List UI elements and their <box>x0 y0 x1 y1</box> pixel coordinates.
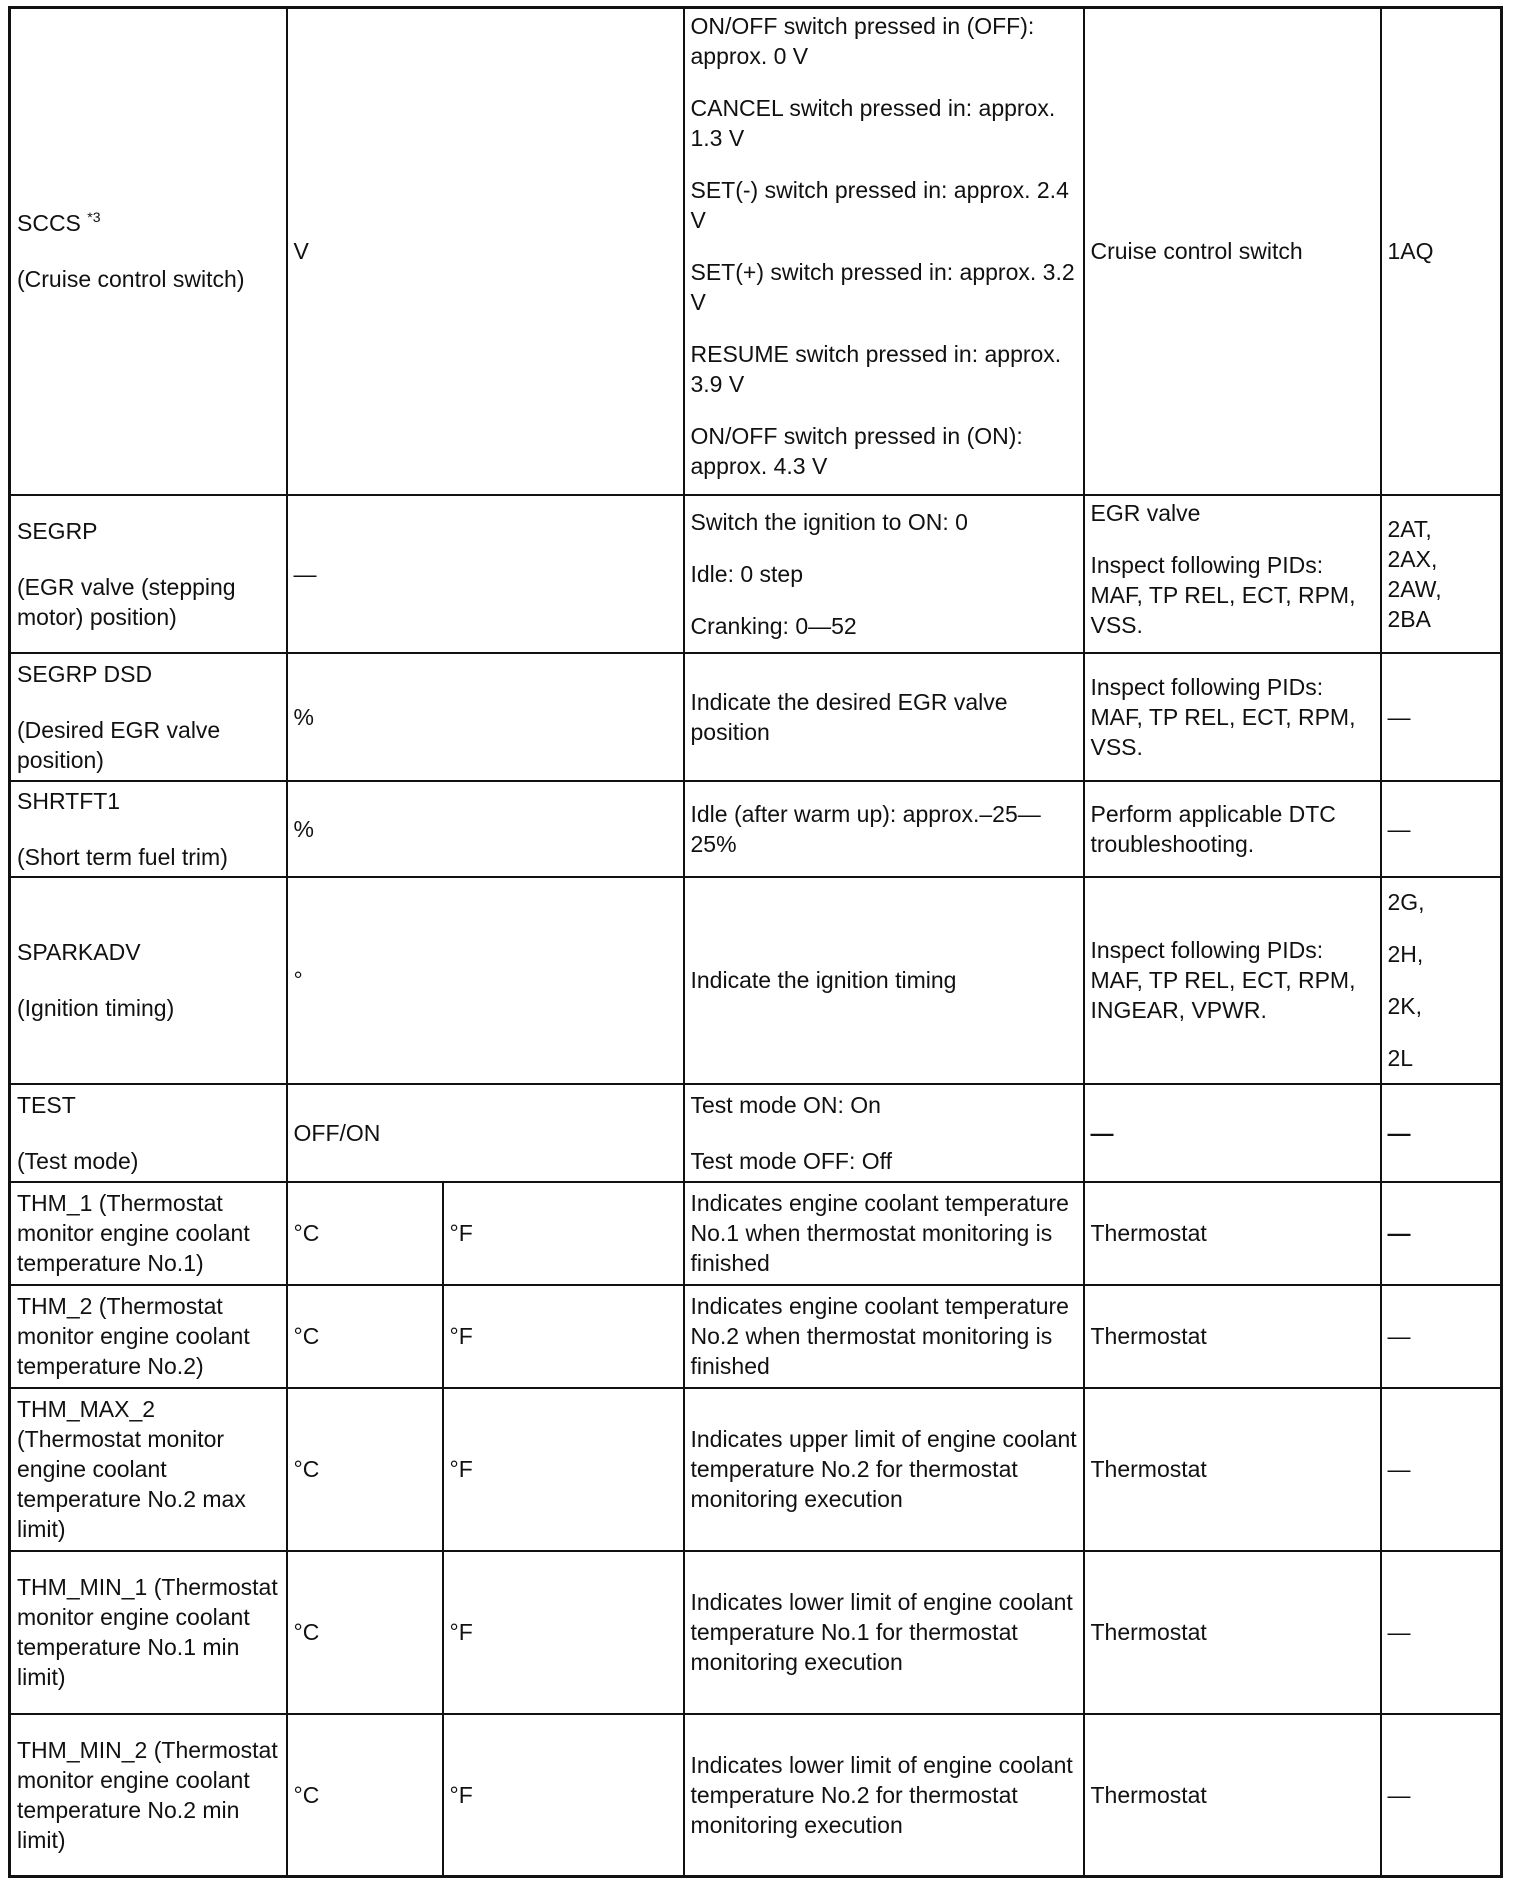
pid-cell: SHRTFT1 (Short term fuel trim) <box>10 781 287 877</box>
action-cell: Thermostat <box>1084 1182 1381 1285</box>
condition-cell: Indicates engine coolant temperature No.1 when thermostat monitoring is finished <box>684 1182 1084 1285</box>
pid-cell: THM_MIN_1 (Thermostat monitor engine coolant temperature No.1 min limit) <box>10 1551 287 1714</box>
action-cell: Thermostat <box>1084 1714 1381 1877</box>
unit-fahrenheit-cell: °F <box>443 1714 684 1877</box>
action-cell: EGR valve Inspect following PIDs: MAF, TP REL, ECT, RPM, VSS. <box>1084 495 1381 653</box>
pid-monitor-table <box>8 6 1503 1878</box>
unit-celsius-cell: °C <box>287 1182 443 1285</box>
table-row <box>10 1551 1502 1714</box>
unit-celsius-cell: °C <box>287 1285 443 1388</box>
table-row <box>10 1285 1502 1388</box>
action-cell: — <box>1084 1084 1381 1182</box>
table-row <box>10 653 1502 781</box>
pid-cell: TEST (Test mode) <box>10 1084 287 1182</box>
terminal-cell: 2G, 2H, 2K, 2L <box>1381 877 1502 1084</box>
unit-cell: V <box>287 8 684 495</box>
condition-cell: Indicates engine coolant temperature No.2 when thermostat monitoring is finished <box>684 1285 1084 1388</box>
terminal-cell: — <box>1381 1084 1502 1182</box>
terminal-cell: 2AT, 2AX, 2AW, 2BA <box>1381 495 1502 653</box>
terminal-cell: 1AQ <box>1381 8 1502 495</box>
terminal-cell: — <box>1381 1285 1502 1388</box>
action-cell: Cruise control switch <box>1084 8 1381 495</box>
document-page <box>8 6 1500 1878</box>
table-row <box>10 781 1502 877</box>
condition-cell: Indicates upper limit of engine coolant temperature No.2 for thermostat monitoring execution <box>684 1388 1084 1551</box>
condition-cell: Indicates lower limit of engine coolant temperature No.2 for thermostat monitoring execution <box>684 1714 1084 1877</box>
unit-cell: % <box>287 781 684 877</box>
condition-cell: Test mode ON: On Test mode OFF: Off <box>684 1084 1084 1182</box>
unit-fahrenheit-cell: °F <box>443 1285 684 1388</box>
pid-cell: SEGRP DSD (Desired EGR valve position) <box>10 653 287 781</box>
unit-cell: — <box>287 495 684 653</box>
unit-celsius-cell: °C <box>287 1388 443 1551</box>
unit-celsius-cell: °C <box>287 1551 443 1714</box>
pid-cell: SCCS $^{*3}$ (Cruise control switch) <box>10 8 287 495</box>
pid-cell: THM_2 (Thermostat monitor engine coolant temperature No.2) <box>10 1285 287 1388</box>
condition-cell: Idle (after warm up): approx.–25—25% <box>684 781 1084 877</box>
pid-cell: SPARKADV (Ignition timing) <box>10 877 287 1084</box>
action-cell: Perform applicable DTC troubleshooting. <box>1084 781 1381 877</box>
unit-fahrenheit-cell: °F <box>443 1551 684 1714</box>
pid-cell: SEGRP (EGR valve (stepping motor) position) <box>10 495 287 653</box>
condition-cell: ON/OFF switch pressed in (OFF): approx. 0 V CANCEL switch pressed in: approx. 1.3 V SET(-) switch pressed in: approx. 2.4 V SET(+) switch pressed in: approx. 3.2 V RESUME switch pressed in: approx. 3.9 V ON/OFF switch pressed in (ON): approx. 4.3 V <box>684 8 1084 495</box>
action-cell: Inspect following PIDs: MAF, TP REL, ECT, RPM, VSS. <box>1084 653 1381 781</box>
table-row <box>10 1388 1502 1551</box>
unit-cell: % <box>287 653 684 781</box>
terminal-cell: — <box>1381 1182 1502 1285</box>
pid-cell: THM_MAX_2 (Thermostat monitor engine coolant temperature No.2 max limit) <box>10 1388 287 1551</box>
action-cell: Thermostat <box>1084 1388 1381 1551</box>
table-row <box>10 1084 1502 1182</box>
table-row <box>10 495 1502 653</box>
terminal-cell: — <box>1381 1551 1502 1714</box>
unit-celsius-cell: °C <box>287 1714 443 1877</box>
condition-cell: Indicate the desired EGR valve position <box>684 653 1084 781</box>
condition-cell: Switch the ignition to ON: 0 Idle: 0 step Cranking: 0—52 <box>684 495 1084 653</box>
unit-fahrenheit-cell: °F <box>443 1182 684 1285</box>
action-cell: Inspect following PIDs: MAF, TP REL, ECT, RPM, INGEAR, VPWR. <box>1084 877 1381 1084</box>
unit-cell: OFF/ON <box>287 1084 684 1182</box>
condition-cell: Indicate the ignition timing <box>684 877 1084 1084</box>
unit-fahrenheit-cell: °F <box>443 1388 684 1551</box>
table-row <box>10 1714 1502 1877</box>
terminal-cell: — <box>1381 1388 1502 1551</box>
action-cell: Thermostat <box>1084 1551 1381 1714</box>
table-row <box>10 877 1502 1084</box>
action-cell: Thermostat <box>1084 1285 1381 1388</box>
table-row <box>10 1182 1502 1285</box>
condition-cell: Indicates lower limit of engine coolant temperature No.1 for thermostat monitoring execution <box>684 1551 1084 1714</box>
table-row <box>10 8 1502 495</box>
pid-cell: THM_MIN_2 (Thermostat monitor engine coolant temperature No.2 min limit) <box>10 1714 287 1877</box>
pid-cell: THM_1 (Thermostat monitor engine coolant temperature No.1) <box>10 1182 287 1285</box>
terminal-cell: — <box>1381 653 1502 781</box>
terminal-cell: — <box>1381 781 1502 877</box>
unit-cell: ° <box>287 877 684 1084</box>
terminal-cell: — <box>1381 1714 1502 1877</box>
